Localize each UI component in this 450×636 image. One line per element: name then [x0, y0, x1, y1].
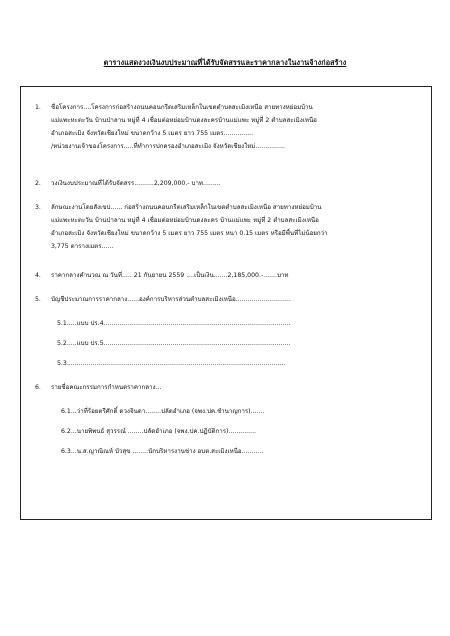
item-number: 4.: [35, 272, 41, 279]
item-number: 6.: [35, 384, 41, 391]
item-text-line: ชื่อโครงการ....โครงการก่อสร้างถนนคอนกรีตเสริมเหล็กในเขตตำบลสะเมิงเหนือ สายทางหย่อมบ้าน: [51, 104, 313, 111]
sub-item: 5.2.....แบบ ปร.5...............................................................................................: [57, 340, 291, 347]
item-text-line: บัญชีประมาณการราคากลาง......องค์การบริหารส่วนตำบลสะเมิงเหนือ............................: [51, 296, 291, 303]
item-text-line: แม่แพะหะตะวัน บ้านป่าลาน หมู่ที่ 4 เชื่อมต่อหย่อมบ้านดงละคร บ้านแม่แพะ หมู่ที่ 2 ตำบลสะเมิงเหนือ: [51, 217, 319, 224]
item-text-line: อำเภอสะเมิง จังหวัดเชียงใหม่ ขนาดกว้าง 5 เมตร ยาว 755 เมตร...............: [51, 130, 254, 137]
item-number: 5.: [35, 296, 41, 303]
item-text-line: รายชื่อคณะกรรมการกำหนดราคากลาง...: [51, 384, 162, 391]
item-number: 1.: [35, 104, 41, 111]
item-text-line: ลักษณะงานโดยสังเขป...... ก่อสร้างถนนคอนกรีตเสริมเหล็กในเขตตำบลสะเมิงเหนือ สายทางหย่อมบ้าน: [51, 204, 322, 211]
sub-item: 6.1...ว่าที่ร้อยตรีศักดิ์ ดวงจินดา........ปลัดอำเภอ (จพง.ปค.ชำนาญการ).......: [61, 408, 265, 415]
sub-item: 6.3...น.ส.ญาณิณห์ บัวสุข ........นักบริหารงานช่าง อบต.สะเมิงเหนือ...........: [61, 448, 264, 455]
content-box: [20, 86, 432, 520]
item-text-line: 3,775 ตารางเมตร......: [51, 243, 114, 250]
item-number: 2.: [35, 180, 41, 187]
item-text-line: ราคากลางคำนวณ ณ วันที่..... 21 กันยายน 2559 ....เป็นเงิน.......2,185,000.-.......บาท: [51, 272, 289, 279]
item-text-line: /หน่วยงานเจ้าของโครงการ.....ที่ทำการปกครองอำเภอสะเมิง จังหวัดเชียงใหม่...............: [51, 143, 285, 150]
sub-item: 5.3...............................................................................................................: [57, 360, 286, 367]
sub-item: 5.1.....แบบ ปร.4...............................................................................................: [57, 320, 291, 327]
sub-item: 6.2...นายพิพนธ์ สุวรรณ์ ........ปลัดอำเภอ (จพง.ปค.ปฏิบัติการ)..............: [61, 428, 257, 435]
item-text-line: แม่แพะหะตะวัน บ้านป่าลาน หมู่ที่ 4 เชื่อมต่อหย่อมบ้านดงละครบ้านแม่แพะ หมู่ที่ 2 ตำบลสะเมิงเหนือ: [51, 117, 317, 124]
item-text-line: วงเงินงบประมาณที่ได้รับจัดสรร..........2,209,000.- บาท.........: [51, 180, 221, 187]
item-number: 3.: [35, 204, 41, 211]
item-text-line: อำเภอสะเมิง จังหวัดเชียงใหม่ ขนาดกว้าง 5 เมตร ยาว 755 เมตร หนา 0.15 เมตร หรือมีพื้นที่ไม่น้อยกว่า: [51, 230, 328, 237]
document-title: ตารางแสดงวงเงินงบประมาณที่ได้รับจัดสรรและราคากลางในงานจ้างก่อสร้าง: [103, 58, 347, 67]
